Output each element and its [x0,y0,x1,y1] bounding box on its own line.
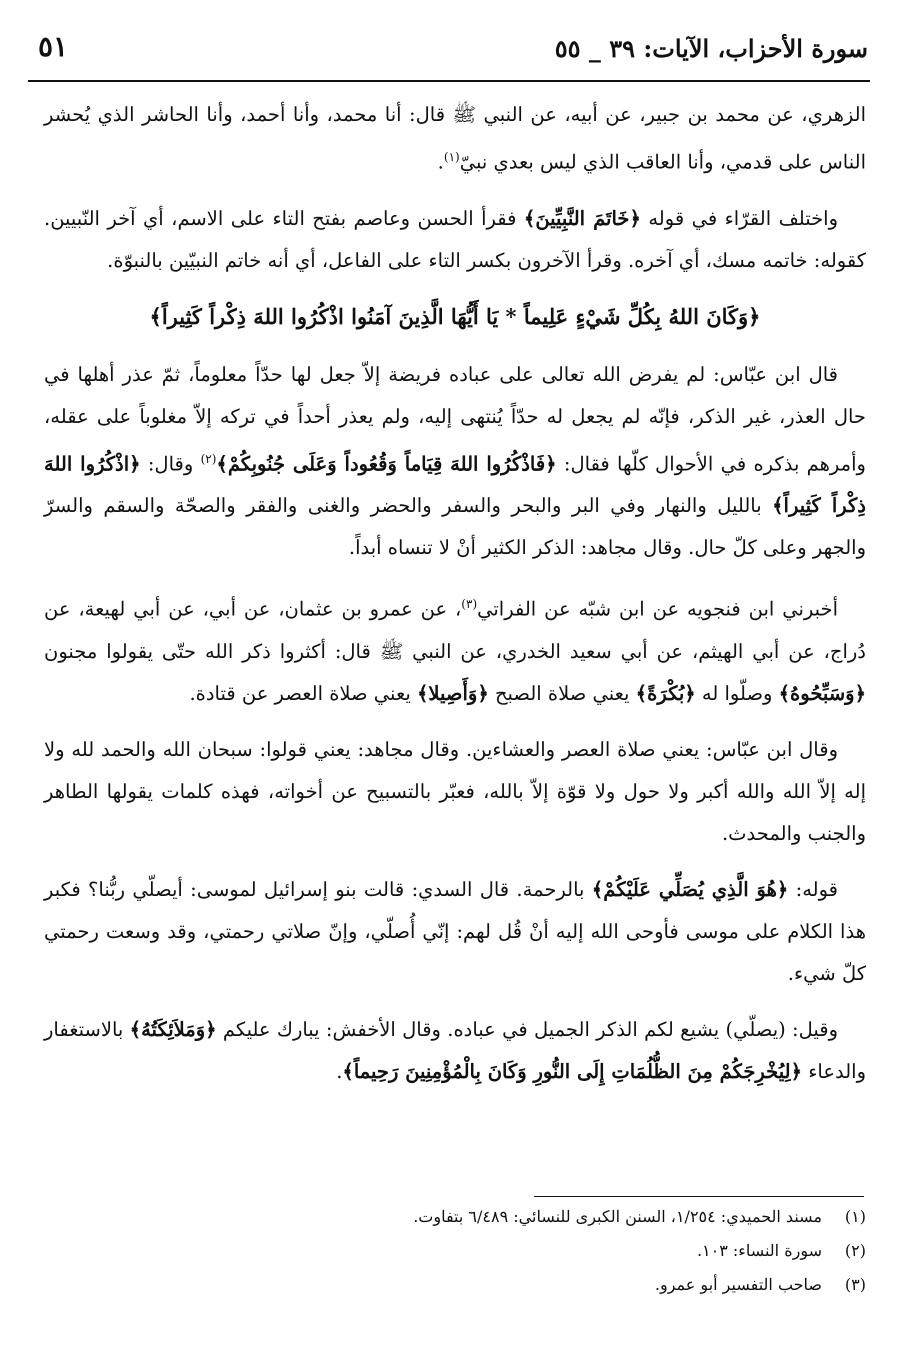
quran-quote: ﴿هُوَ الَّذِي يُصَلِّي عَلَيْكُمْ﴾ [591,877,789,901]
paragraph-text: قوله: [788,877,838,901]
running-title: سورة الأحزاب، الآيات: ٣٩ _ ٥٥ [554,34,868,63]
paragraph-text: بالاستغفار والدعاء [44,1017,866,1083]
verse-heading: ﴿وَكَانَ اللهُ بِكُلِّ شَيْءٍ عَلِيماً * يَا أَيُّهَا الَّذِينَ آمَنُوا اذْكُرُوا اللهَ ذِكْراً كَثِيراً﴾ [149,303,761,329]
quran-quote: ﴿وَمَلاَئِكَتُهُ﴾ [129,1017,217,1041]
quran-quote: ﴿بُكْرَةً﴾ [635,681,696,705]
footnote-text: سورة النساء: ١٠٣. [696,1241,822,1260]
paragraph-text: قال ابن عبّاس: لم يفرض الله تعالى على عباده فريضة إلاّ جعل لها حدّاً معلوماً، ثمّ عذر أهلها في حال العذر، غير الذكر، فإنّه لم يجعل له حدّاً يُنتهى إليه، ولم يعذر أحداً في تركه إلاّ مغلوباً على عقله، وأمرهم بذكره في الأحوال كلّها فقال: [44,362,866,475]
footnote-text: مسند الحميدي: ١/٢٥٤، السنن الكبرى للنسائي: ٦/٤٨٩ بتفاوت. [413,1207,822,1226]
quran-quote: ﴿فَاذْكُرُوا اللهَ قِيَاماً وَقُعُوداً وَعَلَى جُنُوبِكُمْ﴾ [216,452,557,475]
paragraph-text: أخبرني ابن فنجويه عن ابن شبّه عن الفراتي [477,597,839,621]
quran-quote: ﴿وَسَبِّحُوهُ﴾ [778,681,866,705]
paragraph-text: وقال ابن عبّاس: يعني صلاة العصر والعشاءين. وقال مجاهد: يعني قولوا: سبحان الله والحمد لله ولا إله إلاّ الله والله أكبر ولا حول ولا قوّة إلاّ بالله، فعبّر بالتسبيح عن أخواته، فهذه كلمات يقولها الطاهر والجنب والمحدث. [44,737,866,845]
paragraph [44,198,866,282]
quran-quote: ﴿لِيُخْرِجَكُمْ مِنَ الظُّلُمَاتِ إِلَى النُّورِ وَكَانَ بِالْمُؤْمِنِينَ رَحِيماً﴾ [342,1059,803,1083]
paragraph-text: واختلف القرّاء في قوله [640,206,839,230]
footnote-ref: (٢) [200,451,217,466]
footnote-ref: (٣) [461,597,478,611]
main-text [44,94,866,1107]
paragraph-group-2 [44,354,866,1093]
footnote-divider [534,1196,864,1197]
paragraph [44,583,866,715]
paragraph [44,869,866,995]
paragraph-text: ، عن عمرو بن عثمان، عن أبي، عن أبي لهيعة، عن دُراج، عن أبي الهيثم، عن أبي سعيد الخدري، عن النبي ﷺ قال: أكثروا ذكر الله حتّى يقولوا مجنون [44,597,866,663]
paragraph-text: . [336,1059,343,1083]
paragraph-text: . [437,150,444,174]
paragraph-text: بالرحمة. قال السدي: قالت بنو إسرائيل لموسى: أيصلّي ربُّنا؟ فكبر هذا الكلام على موسى فأوحى الله إليه أنْ قُل لهم: إنّي أُصلّي، وإنّ صلاتي رحمتي، وقد وسعت رحمتي كلّ شيء. [44,877,866,985]
paragraph-text: يعني صلاة الصبح [488,681,636,705]
footnotes [44,1200,866,1302]
footnote-item [44,1200,866,1234]
footnote-number: (١) [844,1207,866,1226]
quran-quote: ﴿خَاتَمَ النَّبِيِّينَ﴾ [523,206,641,230]
quran-quote: ﴿وَأَصِيلا﴾ [416,681,489,705]
paragraph-text: وقيل: (يصلّي) يشيع لكم الذكر الجميل في عباده. وقال الأخفش: يبارك عليكم [216,1017,838,1041]
paragraph-text: وقال: [140,452,201,475]
footnote-ref: (١) [443,150,460,164]
footnote-number: (٢) [844,1241,866,1260]
paragraph-text: فقرأ الحسن وعاصم بفتح التاء على الاسم، أي آخر النّبيين. كقوله: خاتمه مسك، أي آخره. وقرأ الآخرون بكسر التاء على الفاعل، أي أنه خاتم النبيّين بالنبوّة. [44,206,866,272]
footnote-list [44,1200,866,1302]
paragraph-text: يعني صلاة العصر عن قتادة. [189,681,417,705]
paragraph-text: بالليل والنهار وفي البر والبحر والسفر والحضر والغنى والفقر والصحّة والسقم والسرّ والجهر وعلى كلّ حال. وقال مجاهد: الذكر الكثير أنْ لا تنساه أبداً. [44,494,866,559]
footnote-number: (٣) [844,1275,866,1294]
paragraph [44,729,866,855]
paragraph [44,354,866,570]
header-divider [28,80,870,82]
paragraph-text: الزهري، عن محمد بن جبير، عن أبيه، عن النبي ﷺ قال: أنا محمد، وأنا أحمد، وأنا الحاشر الذي يُحشر الناس على قدمي، وأنا العاقب الذي ليس بعدي نبيّ [44,103,866,174]
paragraph-text: وصلّوا له [695,681,779,705]
paragraph [44,1009,866,1093]
footnote-item [44,1268,866,1302]
footnote-item [44,1234,866,1268]
page-number: ٥١ [38,30,69,63]
page-header [32,28,868,76]
quran-quote: ﴿اذْكُرُوا اللهَ ذِكْراً كَثِيراً﴾ [44,452,866,517]
paragraph-group-1 [44,94,866,282]
paragraph [44,94,866,184]
footnote-text: صاحب التفسير أبو عمرو. [654,1275,822,1294]
